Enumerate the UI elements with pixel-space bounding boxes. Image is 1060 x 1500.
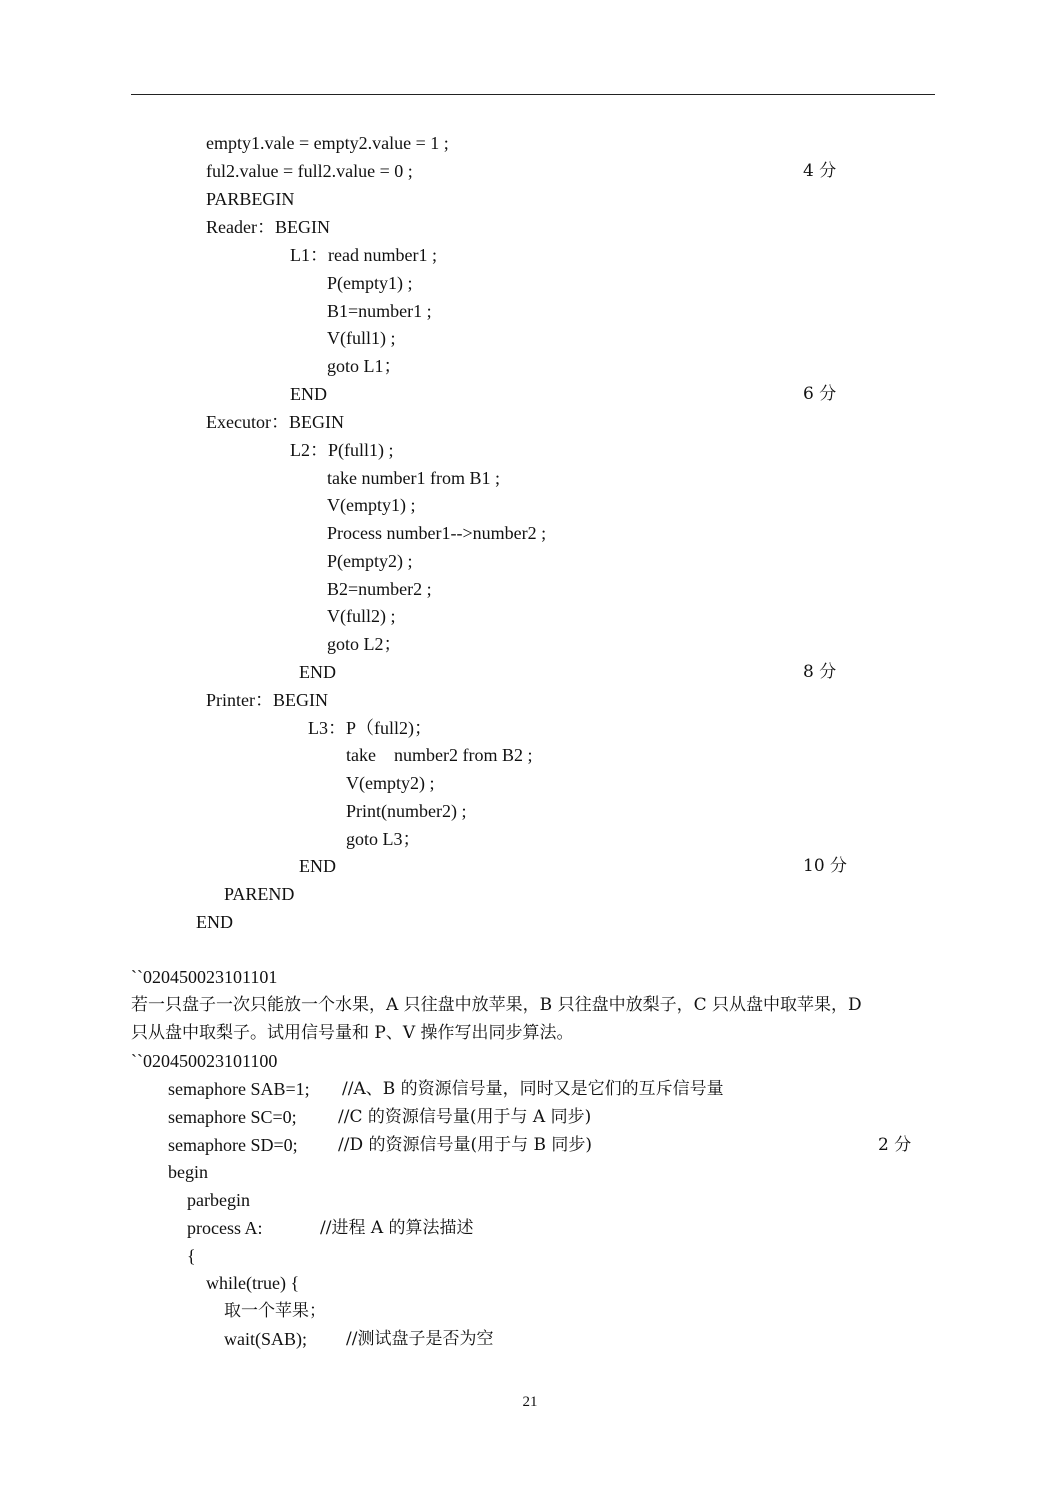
code-line: V(empty1) ;: [327, 495, 416, 515]
question-text: 只从盘中取梨子。试用信号量和 P、V 操作写出同步算法。: [131, 1023, 574, 1043]
code-line: L1：read number1 ;: [290, 245, 437, 265]
code-comment: //A、B 的资源信号量，同时又是它们的互斥信号量: [342, 1079, 724, 1099]
code-line: B1=number1 ;: [327, 301, 432, 321]
code-line: END: [290, 384, 327, 404]
question-text: 若一只盘子一次只能放一个水果，A 只往盘中放苹果，B 只往盘中放梨子，C 只从盘中取苹果，D: [131, 995, 862, 1015]
code-line: take number1 from B1 ;: [327, 468, 500, 488]
code-line: while(true) {: [206, 1273, 300, 1293]
score-mark: 6 分: [803, 384, 837, 404]
code-line: semaphore SC=0;: [168, 1107, 297, 1127]
code-line: 取一个苹果；: [224, 1301, 326, 1321]
question-id: ``020450023101101: [131, 967, 278, 987]
code-line: Reader：BEGIN: [206, 217, 330, 237]
code-line: END: [299, 856, 336, 876]
code-line: wait(SAB);: [224, 1329, 307, 1349]
code-comment: //D 的资源信号量(用于与 B 同步): [338, 1135, 593, 1155]
code-line: Process number1-->number2 ;: [327, 523, 547, 543]
code-line: Executor：BEGIN: [206, 412, 344, 432]
code-line: {: [187, 1246, 196, 1266]
code-line: goto L2；: [327, 634, 402, 654]
code-line: V(empty2) ;: [346, 773, 435, 793]
score-mark: 4 分: [803, 161, 837, 181]
code-line: L3：P（full2)；: [308, 718, 432, 738]
code-line: goto L1；: [327, 356, 402, 376]
code-line: take number2 from B2 ;: [346, 745, 533, 765]
score-mark: 8 分: [803, 662, 837, 682]
code-line: PARBEGIN: [206, 189, 295, 209]
code-line: empty1.vale = empty2.value = 1 ;: [206, 133, 449, 153]
code-line: Print(number2) ;: [346, 801, 467, 821]
score-mark: 2 分: [878, 1135, 912, 1155]
code-line: Printer：BEGIN: [206, 690, 328, 710]
code-line: L2：P(full1) ;: [290, 440, 394, 460]
code-line: PAREND: [224, 884, 295, 904]
header-rule: [131, 94, 935, 95]
code-line: V(full2) ;: [327, 606, 396, 626]
code-line: goto L3；: [346, 829, 421, 849]
code-line: END: [196, 912, 233, 932]
score-mark: 10 分: [803, 856, 848, 876]
code-line: ful2.value = full2.value = 0 ;: [206, 161, 413, 181]
code-line: parbegin: [187, 1190, 250, 1210]
code-line: semaphore SD=0;: [168, 1135, 298, 1155]
code-line: semaphore SAB=1;: [168, 1079, 310, 1099]
page-number: 21: [522, 1394, 538, 1410]
code-comment: //进程 A 的算法描述: [320, 1218, 474, 1238]
code-line: process A:: [187, 1218, 263, 1238]
code-line: P(empty2) ;: [327, 551, 413, 571]
code-comment: //C 的资源信号量(用于与 A 同步): [338, 1107, 592, 1127]
code-line: P(empty1) ;: [327, 273, 413, 293]
code-line: END: [299, 662, 336, 682]
code-line: B2=number2 ;: [327, 579, 432, 599]
code-line: V(full1) ;: [327, 328, 396, 348]
code-comment: //测试盘子是否为空: [346, 1329, 494, 1349]
answer-id: ``020450023101100: [131, 1051, 278, 1071]
code-line: begin: [168, 1162, 208, 1182]
